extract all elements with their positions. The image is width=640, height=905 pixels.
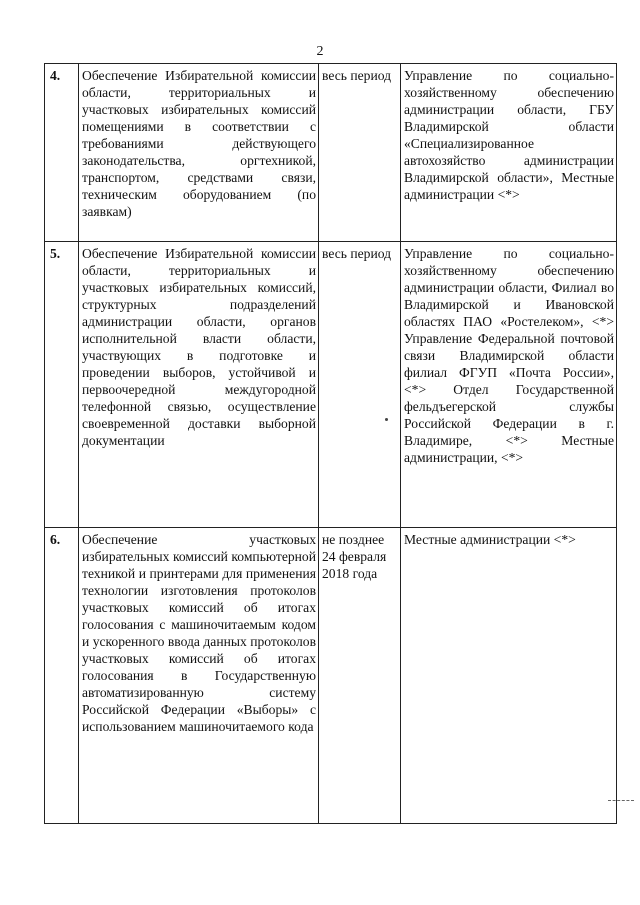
row-number: 6. <box>45 528 79 824</box>
measure-description: Обеспечение Избирательной комиссии области, территориальных и участковых избирательных комиссий помещениями в соответствии с требованиями действующего законодательства, оргтехникой, транспортом, средствами связи, техническим оборудованием (по заявкам) <box>79 64 319 242</box>
scan-dot-mark <box>385 418 388 421</box>
measure-term: весь период <box>319 64 401 242</box>
measure-responsible: Управление по социально-хозяйственному обеспечению администрации области, Филиал во Владимирской и Ивановской областях ПАО «Ростелеком», <*> Управление Федеральной почтовой связи Владимирской области филиал ФГУП «Почта России», <*> Отдел Государственной фельдъегерской службы Российской Федерации в г. Владимире, <*> Местные администрации, <*> <box>401 242 617 528</box>
measure-term: не позднее 24 февраля 2018 года <box>319 528 401 824</box>
measure-description: Обеспечение Избирательной комиссии области, территориальных и участковых избирательных комиссий, структурных подразделений администрации области, органов исполнительной власти области, участвующих в подготовке и проведении выборов, устойчивой и первоочередной междугородной телефонной связью, осуществление своевременной доставки выборной документации <box>79 242 319 528</box>
table-row <box>45 528 617 824</box>
table-row <box>45 64 617 242</box>
page-number: 2 <box>316 44 324 59</box>
measure-responsible: Управление по социально-хозяйственному обеспечению администрации области, ГБУ Владимирской области «Специализированное автохозяйство администрации Владимирской области», Местные администрации <*> <box>401 64 617 242</box>
table-row <box>45 242 617 528</box>
measure-term: весь период <box>319 242 401 528</box>
measures-table <box>44 63 617 824</box>
measure-description: Обеспечение участковых избирательных комиссий компьютерной техникой и принтерами для применения технологии изготовления протоколов участковых комиссий об итогах голосования с машиночитаемым кодом и ускоренного ввода данных протоколов участковых комиссий об итогах голосования в Государственную автоматизированную систему Российской Федерации «Выборы» с использованием машиночитаемого кода <box>79 528 319 824</box>
row-number: 5. <box>45 242 79 528</box>
scan-edge-mark <box>608 800 634 802</box>
measure-responsible: Местные администрации <*> <box>401 528 617 824</box>
row-number: 4. <box>45 64 79 242</box>
